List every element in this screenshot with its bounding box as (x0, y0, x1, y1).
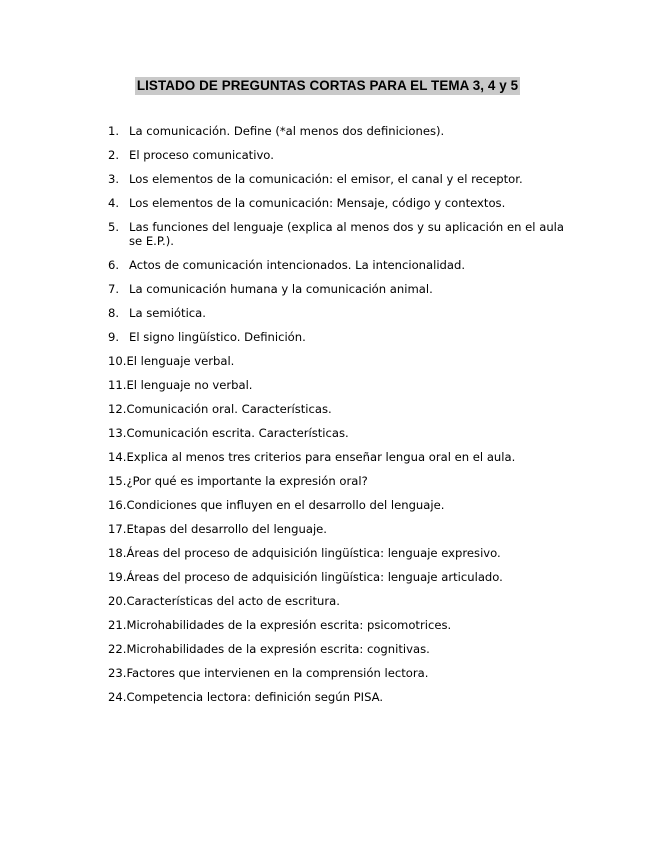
item-text: Condiciones que influyen en el desarrollo del lenguaje. (126, 498, 445, 512)
list-item (108, 690, 564, 704)
item-text: Características del acto de escritura. (126, 594, 340, 608)
list-item (108, 594, 564, 608)
list-item (108, 196, 564, 210)
item-text: ¿Por qué es importante la expresión oral? (126, 474, 368, 488)
item-number: 10. (108, 354, 127, 368)
document-title: LISTADO DE PREGUNTAS CORTAS PARA EL TEMA 3, 4 y 5 (136, 78, 519, 93)
list-item (108, 402, 564, 416)
item-text: Microhabilidades de la expresión escrita: psicomotrices. (126, 618, 452, 632)
item-text: La comunicación humana y la comunicación animal. (129, 282, 433, 296)
list-item (108, 148, 564, 162)
list-item (108, 474, 564, 488)
item-text: El lenguaje verbal. (126, 354, 235, 368)
item-text: Explica al menos tres criterios para enseñar lengua oral en el aula. (126, 450, 516, 464)
list-item (108, 378, 564, 392)
list-item (108, 642, 564, 656)
item-text: La semiótica. (129, 306, 206, 320)
item-number: 22. (108, 642, 127, 656)
item-text: Áreas del proceso de adquisición lingüística: lenguaje expresivo. (126, 546, 501, 560)
list-item (108, 618, 564, 632)
item-number: 23. (108, 666, 127, 680)
list-item (108, 282, 564, 296)
list-item (108, 450, 564, 464)
item-number: 5. (108, 220, 120, 234)
item-text: Actos de comunicación intencionados. La intencionalidad. (129, 258, 466, 272)
list-item (108, 522, 564, 536)
item-number: 6. (108, 258, 120, 272)
item-text: Etapas del desarrollo del lenguaje. (126, 522, 327, 536)
item-number: 12. (108, 402, 127, 416)
item-number: 9. (108, 330, 120, 344)
item-text: El signo lingüístico. Definición. (129, 330, 306, 344)
list-item (108, 258, 564, 272)
item-number: 15. (108, 474, 127, 488)
item-text: El lenguaje no verbal. (126, 378, 253, 392)
item-text: La comunicación. Define (*al menos dos definiciones). (129, 124, 445, 138)
list-item (108, 306, 564, 320)
question-list (108, 124, 564, 714)
item-number: 1. (108, 124, 120, 138)
list-item (108, 666, 564, 680)
item-number: 14. (108, 450, 127, 464)
item-number: 8. (108, 306, 120, 320)
item-text: Comunicación escrita. Características. (126, 426, 349, 440)
item-number: 17. (108, 522, 127, 536)
list-item (108, 498, 564, 512)
list-item (108, 426, 564, 440)
list-item (108, 124, 564, 138)
list-item (108, 354, 564, 368)
list-item (108, 330, 564, 344)
item-text: Competencia lectora: definición según PISA. (126, 690, 384, 704)
item-text: Comunicación oral. Características. (126, 402, 332, 416)
item-text: Los elementos de la comunicación: Mensaje, código y contextos. (129, 196, 506, 210)
title-container (0, 75, 655, 95)
item-number: 16. (108, 498, 127, 512)
item-number: 13. (108, 426, 127, 440)
item-number: 7. (108, 282, 120, 296)
item-text: Áreas del proceso de adquisición lingüística: lenguaje articulado. (126, 570, 503, 584)
item-number: 19. (108, 570, 127, 584)
item-number: 21. (108, 618, 127, 632)
list-item (108, 172, 564, 186)
item-text: Microhabilidades de la expresión escrita: cognitivas. (126, 642, 430, 656)
item-number: 18. (108, 546, 127, 560)
item-number: 2. (108, 148, 120, 162)
item-number: 20. (108, 594, 127, 608)
item-number: 4. (108, 196, 120, 210)
list-item (108, 220, 564, 248)
item-text: El proceso comunicativo. (129, 148, 274, 162)
item-text: Factores que intervienen en la comprensión lectora. (126, 666, 429, 680)
list-item (108, 570, 564, 584)
item-text: Las funciones del lenguaje (explica al menos dos y su aplicación en el aula se E.P.). (129, 220, 564, 248)
item-text: Los elementos de la comunicación: el emisor, el canal y el receptor. (129, 172, 523, 186)
list-item (108, 546, 564, 560)
item-number: 3. (108, 172, 120, 186)
item-number: 24. (108, 690, 127, 704)
item-number: 11. (108, 378, 127, 392)
